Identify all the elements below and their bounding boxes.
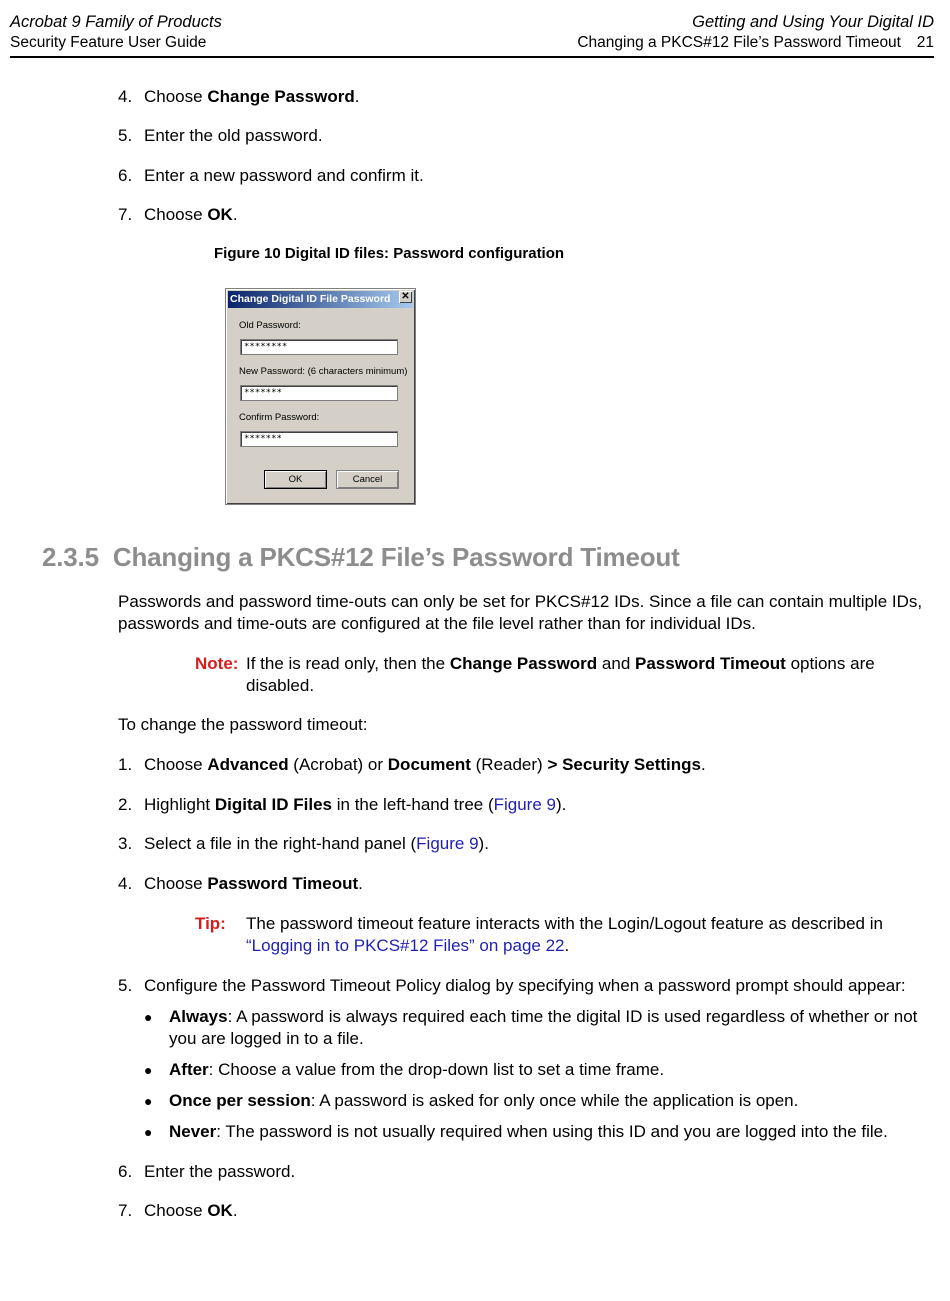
list-item: [118, 754, 706, 776]
step-number: 3.: [118, 834, 133, 853]
page-number: 21: [916, 34, 934, 51]
intro-line: Passwords and password time-outs can only be set for PKCS#12 IDs. Since a file can contain multiple IDs,: [118, 592, 923, 611]
list-item: [118, 975, 906, 997]
dialog-title: Change Digital ID File Password: [230, 293, 391, 305]
step-number: 7.: [118, 205, 133, 224]
step-text: Enter the old password.: [144, 126, 323, 145]
procedure-lead: To change the password timeout:: [118, 715, 368, 734]
step-text: .: [232, 1201, 238, 1220]
bullet-icon: ●: [144, 1093, 153, 1109]
step-number: 5.: [118, 126, 133, 145]
step-number: 6.: [118, 1162, 133, 1181]
step-text: ).: [478, 834, 489, 853]
step-text: (Acrobat) or: [288, 755, 388, 774]
bullet-icon: ●: [144, 1009, 153, 1025]
list-item: [118, 1161, 295, 1183]
bullet-text: : A password is asked for only once while the application is open.: [310, 1091, 799, 1110]
section-title: Changing a PKCS#12 File’s Password Timeout: [112, 542, 680, 572]
figure-9-link[interactable]: Figure 9: [416, 834, 479, 853]
bullet-text: : The password is not usually required when using this ID and you are logged into the file.: [216, 1122, 888, 1141]
step-bold: Password Timeout: [207, 874, 359, 893]
new-password-label: New Password: (6 characters minimum): [239, 366, 408, 377]
step-number: 4.: [118, 874, 133, 893]
step-number: 1.: [118, 755, 133, 774]
new-password-field[interactable]: *******: [240, 385, 398, 401]
step-text: .: [700, 755, 706, 774]
tip-label: Tip:: [195, 914, 226, 933]
note-text-part: options are: [785, 654, 875, 673]
dialog-titlebar: [228, 291, 413, 308]
list-item: [118, 125, 323, 147]
tip-text: The password timeout feature interacts with the Login/Logout feature as described in: [246, 914, 883, 933]
step-bold: Digital ID Files: [214, 795, 333, 814]
step-text: Choose: [144, 87, 208, 106]
step-text: Highlight: [144, 795, 215, 814]
note-text-part: and: [597, 654, 635, 673]
bullet-item: [169, 1090, 798, 1112]
bullet-bold: Never: [169, 1122, 217, 1141]
header-chapter-title: Getting and Using Your Digital ID: [692, 13, 934, 31]
step-number: 7.: [118, 1201, 133, 1220]
list-item: [118, 204, 238, 226]
step-bold: Document: [387, 755, 471, 774]
note-text: [246, 653, 875, 675]
step-text: ).: [555, 795, 567, 814]
step-text: (Reader): [470, 755, 548, 774]
old-password-label: Old Password:: [239, 320, 301, 331]
figure-caption: Figure 10 Digital ID files: Password configuration: [214, 245, 565, 262]
list-item: [118, 873, 363, 895]
step-text: Choose: [144, 205, 208, 224]
ok-button[interactable]: OK: [264, 470, 327, 489]
list-item: [118, 833, 489, 855]
bullet-bold: Once per session: [169, 1091, 311, 1110]
bullet-item-line2: you are logged in to a file.: [169, 1029, 364, 1048]
confirm-password-field[interactable]: *******: [240, 431, 398, 447]
step-number: 5.: [118, 976, 133, 995]
bullet-text: : A password is always required each time the digital ID is used regardless of whether or not: [227, 1007, 918, 1026]
header-product-title: Acrobat 9 Family of Products: [10, 13, 222, 31]
section-heading: [42, 542, 680, 573]
step-text: .: [358, 874, 363, 893]
header-guide-title: Security Feature User Guide: [10, 34, 207, 51]
step-bold: Advanced: [207, 755, 289, 774]
bullet-bold: After: [169, 1060, 209, 1079]
list-item: [118, 86, 359, 108]
bullet-bold: Always: [169, 1007, 228, 1026]
note-text-line2: disabled.: [246, 676, 315, 695]
step-number: 4.: [118, 87, 133, 106]
note-label: Note:: [195, 654, 239, 673]
bullet-item: [169, 1121, 888, 1143]
step-text: Enter a new password and confirm it.: [144, 166, 424, 185]
step-bold: OK: [207, 205, 233, 224]
tip-text-line2: [246, 935, 569, 957]
list-item: [118, 1200, 238, 1222]
step-bold: OK: [207, 1201, 233, 1220]
step-text: .: [232, 205, 238, 224]
step-text: Enter the password.: [144, 1162, 296, 1181]
note-text-part: If the is read only, then the: [246, 654, 450, 673]
header-divider: [10, 56, 934, 58]
bullet-item: [169, 1006, 917, 1028]
step-text: Choose: [144, 1201, 208, 1220]
step-bold: Change Password: [207, 87, 355, 106]
cancel-button[interactable]: Cancel: [336, 470, 399, 489]
step-bold: > Security Settings: [547, 755, 701, 774]
bullet-item: [169, 1059, 664, 1081]
intro-line: passwords and time-outs are configured at the file level rather than for individual IDs.: [118, 614, 756, 633]
logging-in-link[interactable]: “Logging in to PKCS#12 Files” on page 22: [246, 936, 565, 955]
list-item: [118, 794, 566, 816]
step-text: .: [354, 87, 360, 106]
bullet-icon: ●: [144, 1124, 153, 1140]
header-section-title: Changing a PKCS#12 File’s Password Timeout: [577, 34, 901, 51]
step-number: 2.: [118, 795, 133, 814]
old-password-field[interactable]: ********: [240, 339, 398, 355]
change-password-dialog: [225, 288, 416, 505]
close-icon[interactable]: ✕: [399, 291, 412, 303]
confirm-password-label: Confirm Password:: [239, 412, 320, 423]
step-text: Select a file in the right-hand panel (: [144, 834, 417, 853]
note-bold: Password Timeout: [635, 654, 786, 673]
step-number: 6.: [118, 166, 133, 185]
section-number: 2.3.5: [42, 542, 99, 572]
step-text: in the left-hand tree (: [332, 795, 494, 814]
figure-9-link[interactable]: Figure 9: [493, 795, 556, 814]
step-text: Configure the Password Timeout Policy dialog by specifying when a password prompt should appear:: [144, 976, 906, 995]
step-text: Choose: [144, 874, 208, 893]
note-bold: Change Password: [449, 654, 598, 673]
bullet-icon: ●: [144, 1062, 153, 1078]
step-text: Choose: [144, 755, 208, 774]
tip-text-part: .: [564, 936, 570, 955]
list-item: [118, 165, 424, 187]
bullet-text: : Choose a value from the drop-down list to set a time frame.: [208, 1060, 665, 1079]
